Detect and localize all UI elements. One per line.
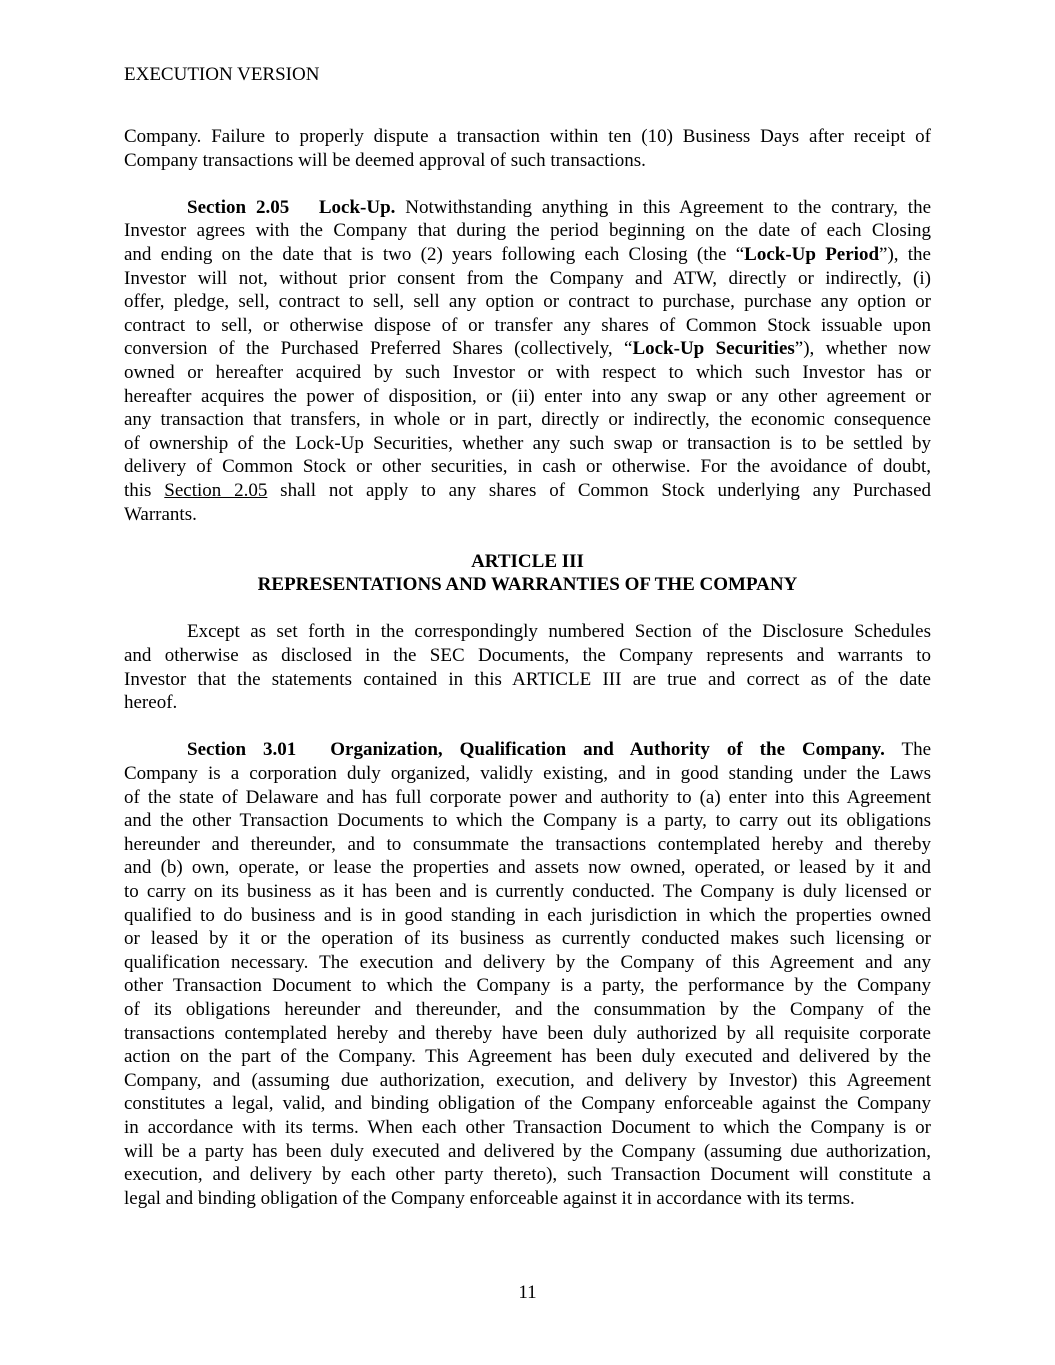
text-line: any transaction that transfers, in whole or in part, directly or indirectly, the economic consequence xyxy=(124,409,931,431)
text-run: conversion of the Purchased Preferred Shares (collectively, “ xyxy=(124,338,633,360)
article-subtitle: REPRESENTATIONS AND WARRANTIES OF THE COMPANY xyxy=(257,574,798,596)
text-line: execution, and delivery by each other party thereto), such Transaction Document will constitute a xyxy=(124,1164,931,1186)
text-line xyxy=(124,479,931,503)
text-run: this xyxy=(124,479,165,501)
article-intro-paragraph xyxy=(124,620,931,714)
text-line xyxy=(124,738,931,762)
text-run: and ending on the date that is two (2) years following each Closing (the “ xyxy=(124,243,745,265)
text-line: delivery of Common Stock or other securities, in cash or otherwise. For the avoidance of doubt, xyxy=(124,456,931,478)
text-line: of the state of Delaware and has full corporate power and authority to (a) enter into this Agreement xyxy=(124,786,931,808)
text-line: of its obligations hereunder and thereunder, and the consummation by the Company of the xyxy=(124,998,931,1020)
text-line: other Transaction Document to which the Company is a party, the performance by the Company xyxy=(124,975,931,997)
text-line xyxy=(124,243,931,267)
text-line: constitutes a legal, valid, and binding obligation of the Company enforceable against the Company xyxy=(124,1093,931,1115)
page-number: 11 xyxy=(518,1282,537,1303)
text-line: will be a party has been duly executed and delivered by the Company (assuming due authorization, xyxy=(124,1140,931,1162)
text-line: Investor agrees with the Company that during the period beginning on the date of each Closing xyxy=(124,220,931,242)
text-line: and (b) own, operate, or lease the properties and assets now owned, operated, or leased by it and xyxy=(124,857,931,879)
text-line: offer, pledge, sell, contract to sell, sell any option or contract to purchase, purchase any option or xyxy=(124,291,931,313)
text-line: Except as set forth in the correspondingly numbered Section of the Disclosure Schedules xyxy=(187,621,931,643)
text-line: in accordance with its terms. When each other Transaction Document to which the Company is or xyxy=(124,1116,931,1138)
section-number: Section 2.05 xyxy=(187,196,290,218)
text-line xyxy=(124,337,931,361)
text-line: hereafter acquires the power of disposition, or (ii) enter into any swap or any other agreement or xyxy=(124,385,931,407)
text-line: Investor that the statements contained in this ARTICLE III are true and correct as of the date xyxy=(124,668,931,690)
text-line: Investor will not, without prior consent from the Company and ATW, directly or indirectly, (i) xyxy=(124,267,931,289)
text-run: ”), whether now xyxy=(794,338,931,360)
section-3-01 xyxy=(124,738,931,1210)
text-run: The xyxy=(901,739,932,761)
article-title: ARTICLE III xyxy=(471,550,584,572)
text-line: Company. Failure to properly dispute a transaction within ten (10) Business Days after receipt of xyxy=(124,126,931,147)
text-line: and otherwise as disclosed in the SEC Documents, the Company represents and warrants to xyxy=(124,645,931,667)
text-line: action on the part of the Company. This Agreement has been duly executed and delivered by the xyxy=(124,1046,931,1068)
text-line: or leased by it or the operation of its business as currently conducted makes such licensing or xyxy=(124,928,931,950)
text-line: to carry on its business as it has been and is currently conducted. The Company is duly licensed or xyxy=(124,881,931,902)
text-line: Company is a corporation duly organized, validly existing, and in good standing under the Laws xyxy=(124,763,931,785)
text-line: transactions contemplated hereby and thereby have been duly authorized by all requisite corporate xyxy=(124,1022,931,1044)
text-line: hereof. xyxy=(124,692,178,714)
text-line xyxy=(124,196,931,220)
section-2-05 xyxy=(124,196,931,526)
defined-term-lock-up-securities: Lock-Up Securities xyxy=(632,338,795,360)
text-run: shall not apply to any shares of Common Stock underlying any Purchased xyxy=(267,479,932,501)
text-line: Company transactions will be deemed approval of such transactions. xyxy=(124,149,646,171)
text-line: qualified to do business and is in good standing in each jurisdiction in which the properties owned xyxy=(124,904,931,926)
text-line: owned or hereafter acquired by such Investor or with respect to which such Investor has or xyxy=(124,361,931,383)
text-run: ”), the xyxy=(879,243,931,265)
text-line: Company, and (assuming due authorization, execution, and delivery by Investor) this Agreement xyxy=(124,1069,931,1091)
text-line: of ownership of the Lock-Up Securities, whether any such swap or transaction is to be settled by xyxy=(124,432,931,454)
document-body xyxy=(124,125,931,1234)
text-line: and the other Transaction Documents to which the Company is a party, to carry out its obligations xyxy=(124,810,931,832)
text-line: qualification necessary. The execution and delivery by the Company of this Agreement and any xyxy=(124,951,931,973)
article-heading xyxy=(124,550,931,597)
section-2-05-cross-reference-link[interactable]: Section 2.05 xyxy=(164,479,268,501)
document-header: EXECUTION VERSION xyxy=(124,64,320,85)
paragraph-continuation xyxy=(124,125,931,172)
section-number: Section 3.01 xyxy=(187,739,297,761)
text-line: contract to sell, or otherwise dispose of or transfer any shares of Common Stock issuable upon xyxy=(124,314,931,336)
section-title: Organization, Qualification and Authority of the Company. xyxy=(330,739,885,761)
text-run: Notwithstanding anything in this Agreement to the contrary, the xyxy=(405,196,932,218)
text-line: legal and binding obligation of the Company enforceable against it in accordance with its terms. xyxy=(124,1187,855,1209)
text-line: hereunder and thereunder, and to consummate the transactions contemplated hereby and thereby xyxy=(124,833,931,855)
section-title: Lock-Up. xyxy=(318,196,396,218)
defined-term-lock-up-period: Lock-Up Period xyxy=(744,243,880,265)
text-line: Warrants. xyxy=(124,503,197,525)
